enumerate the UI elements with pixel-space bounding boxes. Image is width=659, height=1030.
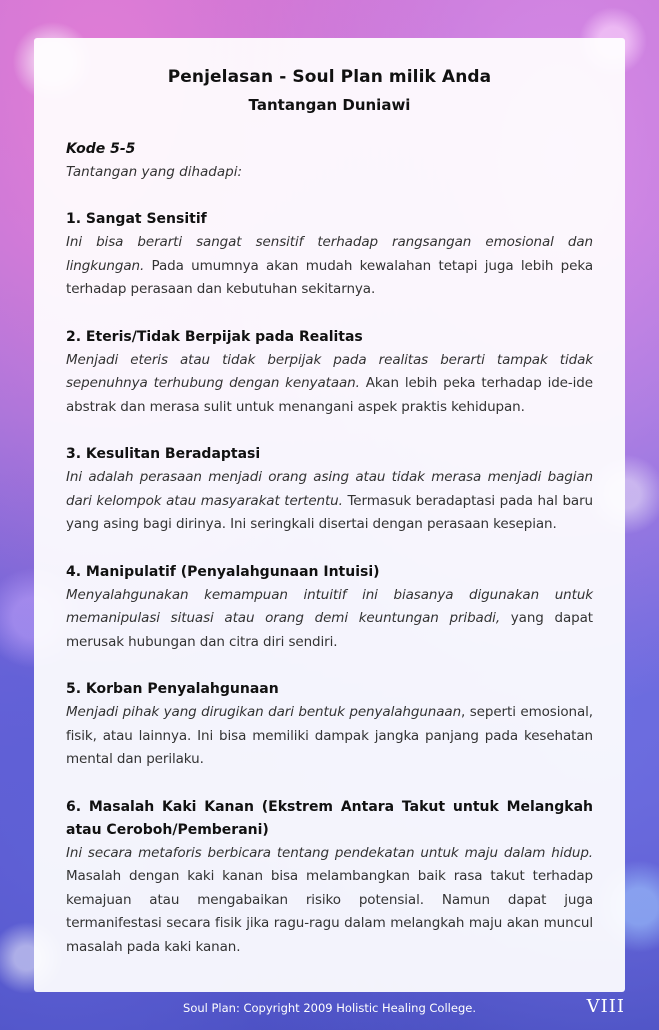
- challenge-italic-text: Menjadi pihak yang dirugikan dari bentuk penyalahgunaan: [66, 704, 462, 720]
- challenge-item-4: [66, 561, 593, 655]
- challenge-item-2: [66, 326, 593, 420]
- content-panel: [34, 38, 625, 992]
- challenge-item-5: [66, 678, 593, 772]
- challenge-title: 5. Korban Penyalahgunaan: [66, 681, 279, 697]
- challenge-plain-text: Akan lebih peka terhadap ide-ide abstrak dan merasa sulit untuk menangani aspek praktis kehidupan.: [66, 375, 593, 415]
- challenge-italic-text: Ini bisa berarti sangat sensitif terhadap rangsangan emosional dan lingkungan.: [66, 234, 593, 274]
- challenge-italic-text: Ini secara metaforis berbicara tentang pendekatan untuk maju dalam hidup.: [66, 844, 593, 861]
- challenge-italic-text: Menyalahgunakan kemampuan intuitif ini biasanya digunakan untuk memanipulasi situasi atau orang demi keuntungan pribadi,: [66, 586, 593, 626]
- challenge-description: [66, 231, 593, 302]
- challenge-plain-text: , seperti emosional, fisik, atau lainnya. Ini bisa memiliki dampak jangka panjang pada kesehatan mental dan perilaku.: [66, 704, 593, 767]
- challenge-description: [66, 584, 593, 655]
- challenge-description: [66, 349, 593, 420]
- challenge-description: [66, 842, 593, 960]
- challenge-plain-text: Masalah dengan kaki kanan bisa melambangkan baik rasa takut terhadap kemajuan atau mengabaikan risiko potensial. Namun dapat juga termanifestasi secara fisik jika ragu-ragu dalam melangkah maju akan muncul masalah pada kaki kanan.: [66, 868, 593, 955]
- page-subtitle: Tantangan Duniawi: [248, 96, 411, 114]
- challenge-plain-text: yang dapat merusak hubungan dan citra diri sendiri.: [66, 610, 593, 650]
- challenge-plain-text: Termasuk beradaptasi pada hal baru yang asing bagi dirinya. Ini seringkali disertai dengan perasaan kesepian.: [66, 492, 594, 532]
- challenge-item-6: [66, 796, 593, 960]
- challenge-plain-text: Pada umumnya akan mudah kewalahan tetapi juga lebih peka terhadap perasaan dan kebutuhan sekitarnya.: [66, 257, 593, 297]
- page-number: VIII: [586, 996, 625, 1017]
- challenge-item-3: [66, 443, 593, 537]
- copyright-footer: Soul Plan: Copyright 2009 Holistic Healing College.: [183, 1001, 476, 1015]
- challenge-title: 2. Eteris/Tidak Berpijak pada Realitas: [66, 328, 363, 345]
- challenge-item-1: [66, 208, 593, 302]
- page-title: Penjelasan - Soul Plan milik Anda: [167, 67, 492, 87]
- challenge-title: 3. Kesulitan Beradaptasi: [66, 446, 261, 462]
- challenge-title: 1. Sangat Sensitif: [66, 211, 207, 227]
- challenge-description: [66, 701, 593, 772]
- challenge-description: [66, 466, 593, 537]
- challenge-italic-text: Ini adalah perasaan menjadi orang asing atau tidak merasa menjadi bagian dari kelompok atau masyarakat tertentu.: [66, 469, 593, 509]
- challenge-title: 6. Masalah Kaki Kanan (Ekstrem Antara Takut untuk Melangkah atau Ceroboh/Pemberani): [66, 798, 593, 838]
- code-label: Kode 5-5: [66, 141, 136, 157]
- challenge-title: 4. Manipulatif (Penyalahgunaan Intuisi): [66, 563, 380, 580]
- challenge-italic-text: Menjadi eteris atau tidak berpijak pada realitas berarti tampak tidak sepenuhnya terhubung dengan kenyataan.: [66, 351, 593, 391]
- intro-text: Tantangan yang dihadapi:: [66, 164, 243, 180]
